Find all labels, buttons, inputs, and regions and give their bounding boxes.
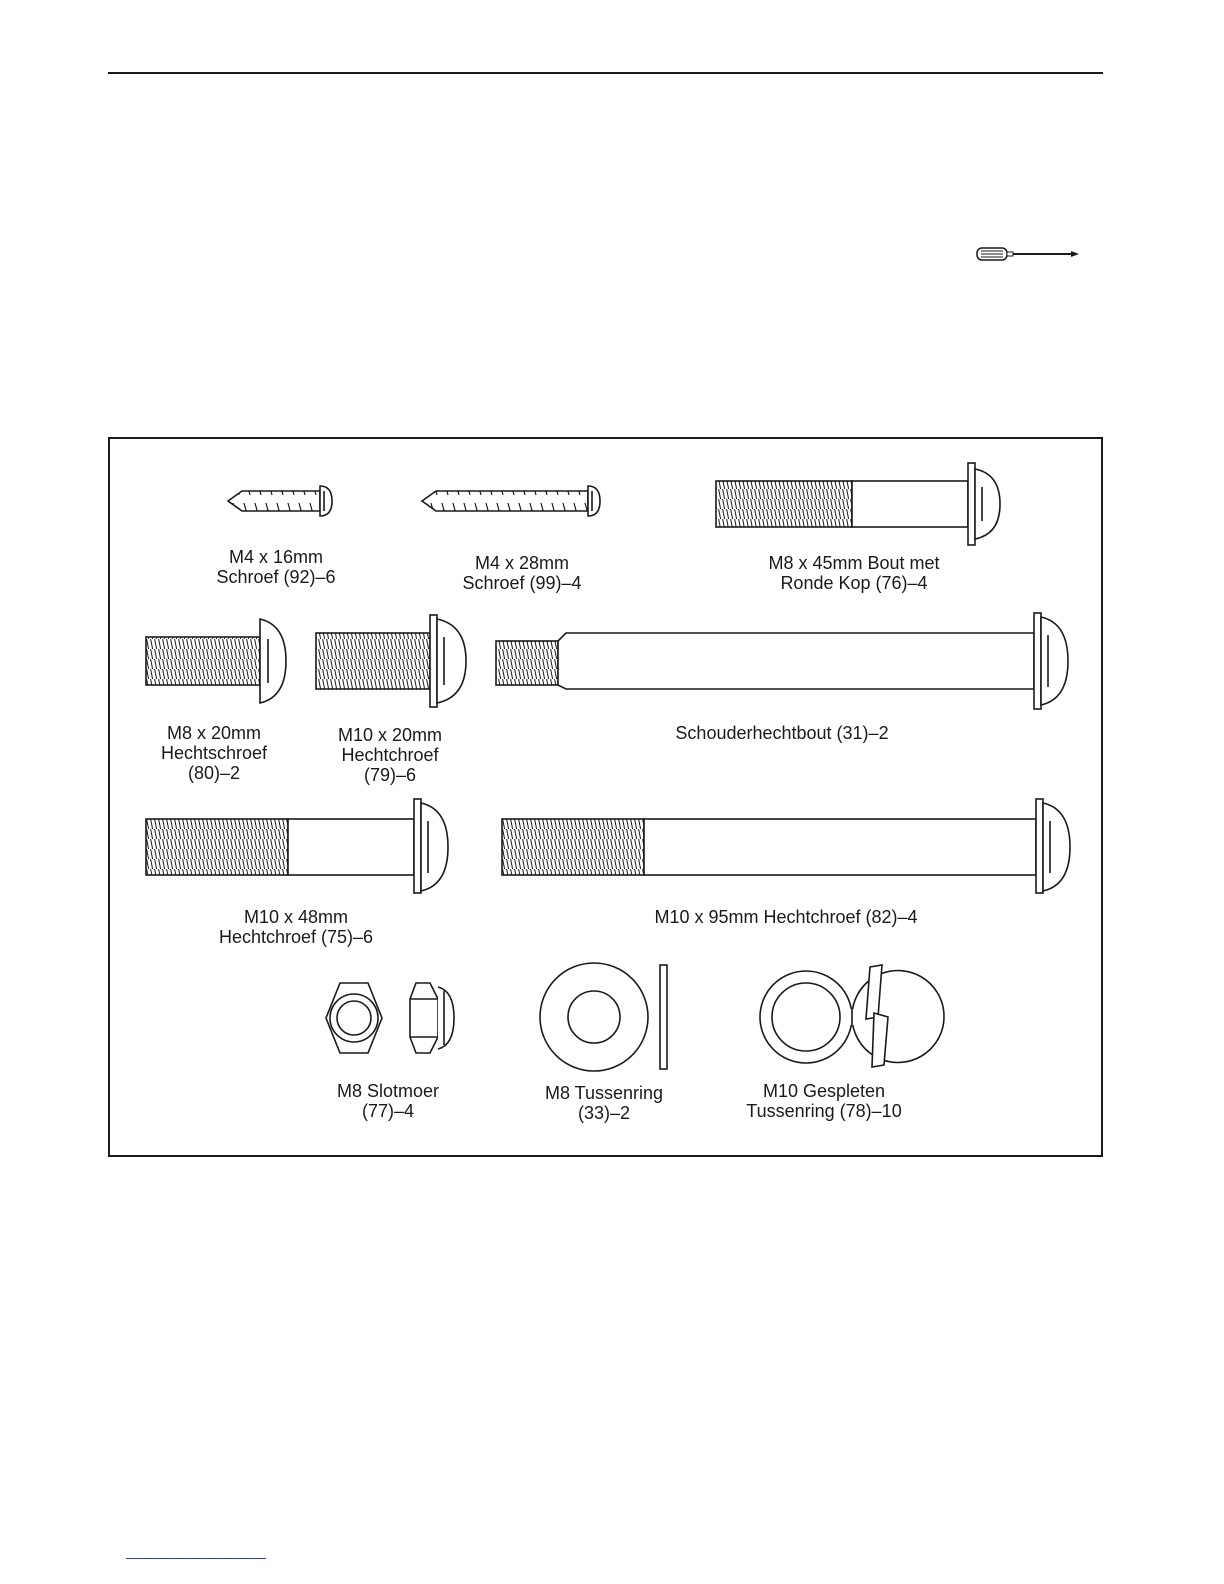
screw-99-drawing [422, 486, 600, 516]
bolt-82-drawing [502, 799, 1070, 893]
label-bolt-82: M10 x 95mm Hechtchroef (82)–4 [654, 907, 918, 927]
screwdriver-icon [975, 244, 1081, 264]
bolt-80-drawing [146, 619, 286, 703]
label-bolt-79: M10 x 20mm Hechtchroef (79)–6 [337, 725, 443, 785]
screw-92-drawing [228, 486, 332, 516]
label-screw-99: M4 x 28mm Schroef (99)–4 [462, 553, 582, 593]
label-screw-92: M4 x 16mm Schroef (92)–6 [216, 547, 336, 587]
label-split-washer-78: M10 Gespleten Tussenring (78)–10 [746, 1081, 902, 1121]
bolt-76-drawing [716, 463, 1000, 545]
label-bolt-80: M8 x 20mm Hechtschroef (80)–2 [160, 723, 268, 783]
label-washer-33: M8 Tussenring (33)–2 [544, 1083, 664, 1123]
label-locknut-77: M8 Slotmoer (77)–4 [336, 1081, 440, 1121]
label-bolt-75: M10 x 48mm Hechtchroef (75)–6 [218, 907, 374, 947]
hardware-identification-chart [108, 437, 1103, 1157]
split-washer-78-drawing [760, 965, 944, 1067]
bolt-31-drawing [496, 613, 1068, 709]
bolt-75-drawing [146, 799, 448, 893]
label-bolt-31: Schouderhechtbout (31)–2 [675, 723, 889, 743]
bolt-79-drawing [316, 615, 466, 707]
locknut-77-drawing [326, 983, 454, 1053]
header-rule [108, 72, 1103, 74]
washer-33-drawing [540, 963, 667, 1071]
footer-link-underline[interactable] [126, 1558, 266, 1559]
label-bolt-76: M8 x 45mm Bout met Ronde Kop (76)–4 [768, 553, 940, 593]
